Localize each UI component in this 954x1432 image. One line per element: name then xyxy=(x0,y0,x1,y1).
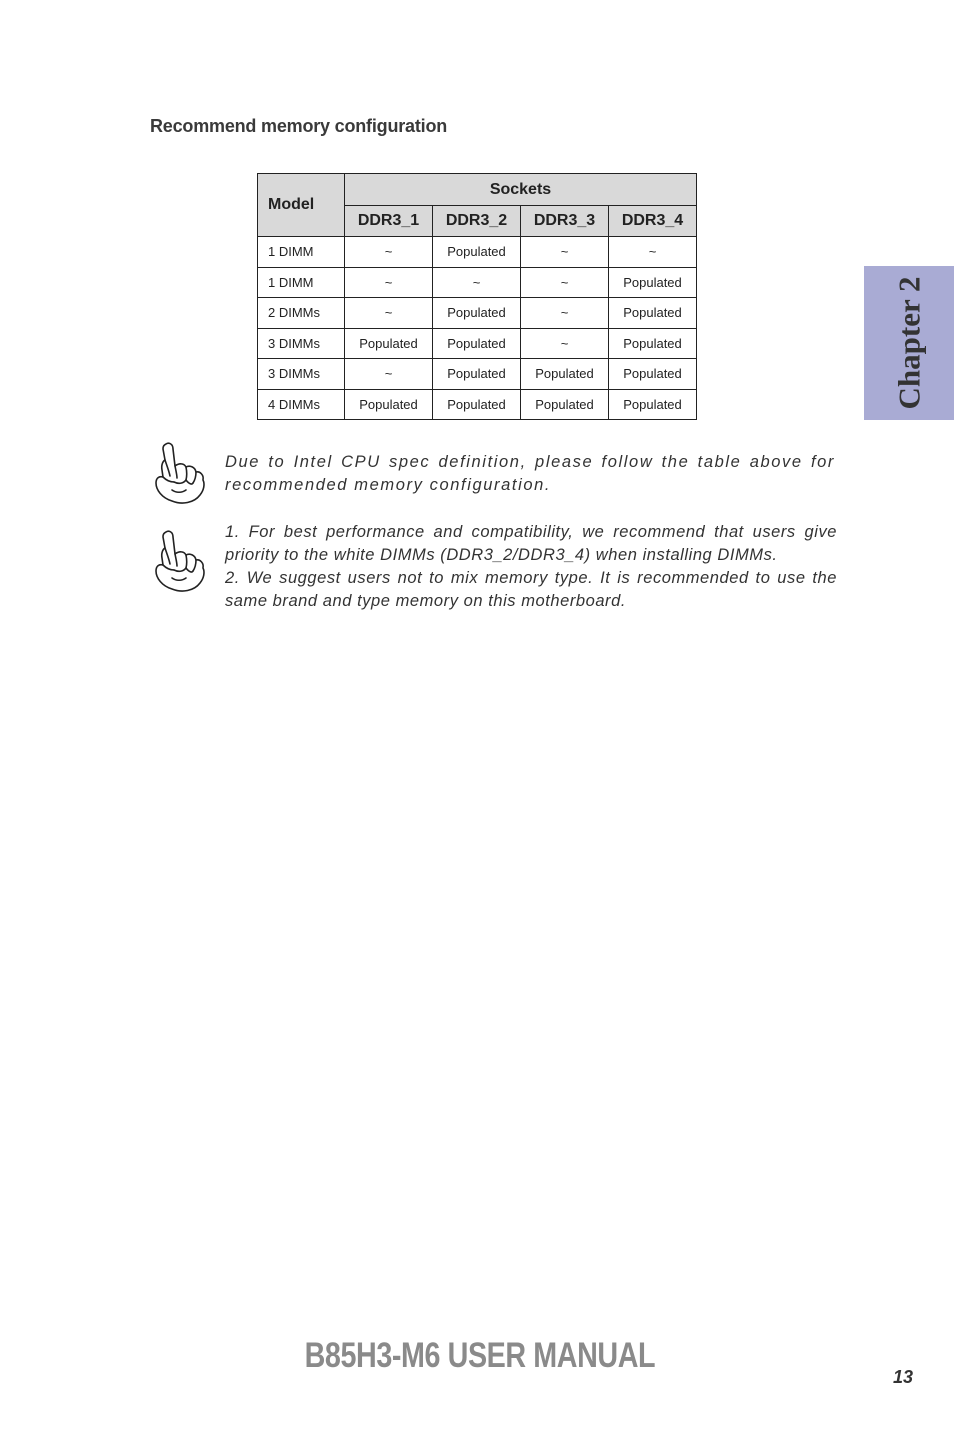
table-cell: Populated xyxy=(433,298,521,329)
pointing-hand-icon xyxy=(150,528,208,594)
table-cell: Populated xyxy=(433,359,521,390)
table-cell: Populated xyxy=(609,359,697,390)
table-cell: 3 DIMMs xyxy=(258,328,345,359)
socket-header-ddr3-2: DDR3_2 xyxy=(433,206,521,237)
table-row xyxy=(258,359,697,390)
table-row xyxy=(258,267,697,298)
table-cell: Populated xyxy=(609,328,697,359)
note-text: Due to Intel CPU spec definition, please follow the table above for recommended memory configuration. xyxy=(225,453,835,494)
table-cell: Populated xyxy=(521,389,609,420)
note-text: 2. We suggest users not to mix memory type. It is recommended to use the same brand and type memory on this motherboard. xyxy=(225,569,837,610)
model-header: Model xyxy=(258,174,345,237)
socket-header-ddr3-3: DDR3_3 xyxy=(521,206,609,237)
page-number: 13 xyxy=(893,1367,914,1387)
socket-header-ddr3-4: DDR3_4 xyxy=(609,206,697,237)
table-cell: 1 DIMM xyxy=(258,237,345,268)
table-cell: Populated xyxy=(609,389,697,420)
footer-manual-title: B85H3-M6 USER MANUAL xyxy=(304,1336,656,1375)
table-cell: Populated xyxy=(521,359,609,390)
section-heading: Recommend memory configuration xyxy=(150,116,448,136)
table-cell: ~ xyxy=(521,267,609,298)
table-cell: ~ xyxy=(521,237,609,268)
table-cell: ~ xyxy=(345,359,433,390)
socket-header-ddr3-1: DDR3_1 xyxy=(345,206,433,237)
note-dimm-recommendations xyxy=(225,521,837,613)
table-row xyxy=(258,328,697,359)
table-cell: 3 DIMMs xyxy=(258,359,345,390)
table-cell: ~ xyxy=(609,237,697,268)
table-cell: Populated xyxy=(345,389,433,420)
table-cell: Populated xyxy=(609,267,697,298)
table-cell: ~ xyxy=(345,267,433,298)
table-cell: Populated xyxy=(609,298,697,329)
table-cell: 2 DIMMs xyxy=(258,298,345,329)
table-row xyxy=(258,298,697,329)
table-row xyxy=(258,389,697,420)
note-text: 1. For best performance and compatibility, we recommend that users give priority to the white DIMMs (DDR3_2/DDR3_4) when installing DIMMs. xyxy=(225,523,837,564)
table-row xyxy=(258,237,697,268)
table-cell: ~ xyxy=(345,298,433,329)
table-cell: Populated xyxy=(433,389,521,420)
memory-config-table xyxy=(257,173,697,420)
sockets-header: Sockets xyxy=(345,174,697,206)
table-cell: Populated xyxy=(433,328,521,359)
chapter-tab xyxy=(864,266,954,420)
table-cell: 4 DIMMs xyxy=(258,389,345,420)
table-cell: 1 DIMM xyxy=(258,267,345,298)
table-cell: ~ xyxy=(521,298,609,329)
table-cell: Populated xyxy=(433,237,521,268)
table-cell: ~ xyxy=(345,237,433,268)
table-cell: Populated xyxy=(345,328,433,359)
table-cell: ~ xyxy=(521,328,609,359)
chapter-label: Chapter 2 xyxy=(891,276,926,410)
note-intel-spec xyxy=(225,451,835,497)
table-cell: ~ xyxy=(433,267,521,298)
pointing-hand-icon xyxy=(150,440,208,506)
